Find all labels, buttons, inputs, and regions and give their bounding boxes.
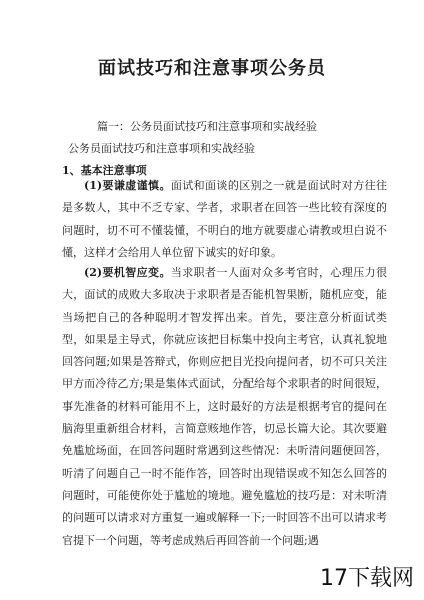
paragraph-lead: (2)要机智应变。: [84, 266, 171, 279]
page-title: 面试技巧和注意事项公务员: [98, 58, 326, 79]
paragraph-adaptability: [62, 262, 387, 552]
paragraph-modesty: [62, 175, 387, 264]
section-heading: 1、基本注意事项: [62, 164, 147, 177]
paragraph-body: 面试和面谈的区别之一就是面试时对方往往是多数人，其中不乏专家、学者，求职者在回答一些比较有深度的问题时，切不可不懂装懂，不明白的地方就要虚心请教或坦白说不懂，这样才会给用人单位留下诚实的好印象。: [62, 179, 387, 259]
site-watermark: 17下载网: [320, 566, 414, 591]
article-subtitle: 篇一：公务员面试技巧和注意事项和实战经验: [97, 120, 317, 133]
paragraph-body: 当求职者一人面对众多考官时，心理压力很大，面试的成败大多取决于求职者是否能机智果断，随机应变，能当场把自己的各种聪明才智发挥出来。首先，要注意分析面试类型，如果是主导式，你就应该把目标集中投向主考官，认真礼貌地回答问题;如果是答辩式，你则应把目光投向提问者，切不可只关注甲方而冷待乙方;果是集体式面试，分配给每个求职者的时间很短，事先准备的材料可能用不上，这时最好的方法是根据考官的提问在脑海里重新组合材料，言简意赅地作答，切忌长篇大论。其次要避免尴尬场面，在回答问题时常遇到这些情况：未听清问题便回答，听清了问题自己一时不能作答，回答时出现错误或不知怎么回答的问题时，可能使你处于尴尬的境地。避免尴尬的技巧是：对未听清的问题可以请求对方重复一遍或解释一下;一时回答不出可以请求考官提下一个问题，等考虑成熟后再回答前一个问题;遇: [62, 266, 387, 547]
paragraph-lead: (1)要谦虚谨慎。: [84, 179, 171, 192]
article-subtitle-repeat: 公务员面试技巧和注意事项和实战经验: [68, 142, 255, 155]
